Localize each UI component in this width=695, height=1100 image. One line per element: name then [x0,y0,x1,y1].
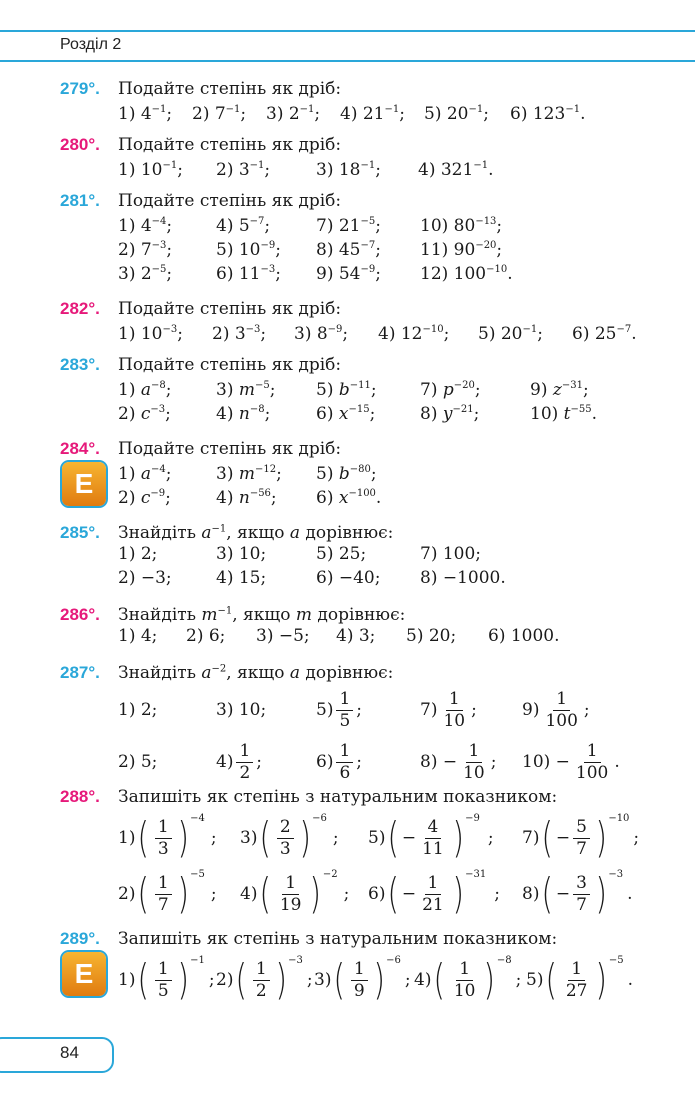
item: 1) ( 1 3 ) −4 ; [118,812,217,862]
item: 7) $p^{-20}$; [420,380,481,400]
exercise-title: Подайте степінь як дріб: [118,79,342,99]
item: 6) $11^{-3}$; [216,264,281,284]
exercise-title: Запишіть як степінь з натуральним показником: [118,929,558,949]
e-level-icon: E [62,462,106,506]
exercise-284 [60,436,680,510]
item: 1) 4; [118,626,158,646]
item: 7) ( − $\frac{5}{7}$ ) −10 ; [522,812,640,862]
exercise-282 [60,296,680,346]
item: 9) 1 100 ; [522,688,590,731]
item: 1) $10^{-3}$; [118,324,183,344]
page-number-box [0,1037,114,1073]
item: 3) −5; [256,626,310,646]
item: 10) $t^{-55}$. [530,404,598,424]
exercise-number: 289°. [60,929,100,948]
exercise-number: 285°. [60,522,100,542]
item: 4) $321^{-1}$. [418,160,494,180]
item: 5) $b^{-80}$; [316,464,377,484]
item: 3) $18^{-1}$; [316,160,381,180]
item: 1) $a^{-8}$; [118,380,172,400]
item: 2) 5; [118,752,158,772]
exercise-279 [60,76,680,126]
exercise-number: 287°. [60,662,100,682]
item: 4) $n^{-8}$; [216,404,271,424]
item: 6) $123^{-1}$. [510,104,586,124]
item: 3) $m^{-12}$; [216,464,282,484]
item: 2) $3^{-1}$; [216,160,271,180]
item: 9) $z^{-31}$; [530,380,589,400]
item: 8) $y^{-21}$; [420,404,480,424]
item: 1) $4^{-4}$; [118,216,173,236]
header-line-bottom [0,60,695,62]
exercise-title: Подайте степінь як дріб: [118,135,342,155]
item: 3) 10; [216,700,267,720]
exercise-title: Знайдіть $a^{-2}$, якщо a дорівнює: [118,662,394,683]
item: 4) ( 1 19 ) −2 ; [240,868,350,918]
item: 4) 3; [336,626,376,646]
item: 2) $c^{-9}$; [118,488,171,508]
item: 4) $21^{-1}$; [340,104,405,124]
exercise-281 [60,188,680,286]
item: 2) ( 1 2 ) −3 ; [216,954,313,1004]
item: 3) ( 2 3 ) −6 ; [240,812,339,862]
exercise-286 [60,598,680,648]
item: 7) 100; [420,544,482,564]
item: 10) − $\frac{1}{100}$ . [522,740,620,783]
item: 5) $20^{-1}$; [424,104,489,124]
item: 2) $c^{-3}$; [118,404,171,424]
item: 2) −3; [118,568,172,588]
item: 12) $100^{-10}$. [420,264,513,284]
exercise-number: 288°. [60,787,100,806]
item: 3) $m^{-5}$; [216,380,276,400]
exercise-285 [60,516,680,590]
exercise-title: Знайдіть $m^{-1}$, якщо m дорівнює: [118,604,406,625]
item: 7) 1 10 ; [420,688,477,731]
item: 1) 2; [118,700,158,720]
item: 5) ( − $\frac{4}{11}$ ) −9 ; [368,812,494,862]
exercise-number: 283°. [60,355,100,374]
e-level-icon: E [62,952,106,996]
exercise-283 [60,352,680,426]
item: 4) 1 2 ; [216,740,263,783]
item: 6) −40; [316,568,381,588]
item: 6) ( − $\frac{1}{21}$ ) −31 ; [368,868,500,918]
item: 5) $10^{-9}$; [216,240,281,260]
item: 1) 2; [118,544,158,564]
item: 5) ( 1 27 ) −5 . [526,954,634,1004]
exercise-number: 284°. [60,439,100,458]
exercise-number: 280°. [60,135,100,154]
item: 6) $25^{-7}$. [572,324,637,344]
item: 7) $21^{-5}$; [316,216,381,236]
item: 11) $90^{-20}$; [420,240,503,260]
item: 2) 6; [186,626,226,646]
item: 6) $x^{-15}$; [316,404,376,424]
item: 5) $20^{-1}$; [478,324,543,344]
item: 8) $45^{-7}$; [316,240,381,260]
exercise-number: 282°. [60,299,100,318]
item: 5) 20; [406,626,457,646]
item: 1) ( 1 5 ) −1 ; [118,954,215,1004]
item: 4) $5^{-7}$; [216,216,271,236]
exercise-number: 279°. [60,79,100,98]
item: 3) $2^{-1}$; [266,104,321,124]
item: 3) $2^{-5}$; [118,264,173,284]
item: 6) 1 6 ; [316,740,363,783]
item: 8) −1000. [420,568,506,588]
item: 2) $3^{-3}$; [212,324,267,344]
item: 4) $n^{-56}$; [216,488,277,508]
item: 1) $4^{-1}$; [118,104,173,124]
exercise-number: 281°. [60,191,100,210]
item: 8) ( − $\frac{3}{7}$ ) −3 . [522,868,633,918]
item: 3) 10; [216,544,267,564]
item: 2) $7^{-3}$; [118,240,173,260]
exercise-280 [60,132,680,182]
item: 6) 1000. [488,626,560,646]
item: 4) 15; [216,568,267,588]
item: 4) $12^{-10}$; [378,324,450,344]
item: 5) 25; [316,544,367,564]
item: 6) $x^{-100}$. [316,488,382,508]
page-number: 84 [60,1043,79,1062]
exercise-287 [60,656,680,788]
header-line-top [0,30,695,32]
exercise-288 [60,784,680,920]
item: 3) $8^{-9}$; [294,324,349,344]
item: 1) $a^{-4}$; [118,464,172,484]
exercise-title: Подайте степінь як дріб: [118,299,342,319]
item: 2) $7^{-1}$; [192,104,247,124]
item: 8) − $\frac{1}{10}$ ; [420,740,497,783]
exercise-289 [60,926,680,1006]
exercise-title: Знайдіть $a^{-1}$, якщо a дорівнює: [118,522,394,543]
exercise-title: Запишіть як степінь з натуральним показником: [118,787,558,807]
item: 1) $10^{-1}$; [118,160,183,180]
item: 4) ( 1 10 ) −8 ; [414,954,522,1004]
item: 2) ( 1 7 ) −5 ; [118,868,217,918]
item: 5) $b^{-11}$; [316,380,377,400]
item: 10) $80^{-13}$; [420,216,503,236]
exercise-number: 286°. [60,604,100,624]
item: 5) 1 5 ; [316,688,363,731]
item: 9) $54^{-9}$; [316,264,381,284]
section-label: Розділ 2 [60,36,122,53]
exercise-title: Подайте степінь як дріб: [118,355,342,375]
exercise-title: Подайте степінь як дріб: [118,439,342,459]
exercise-title: Подайте степінь як дріб: [118,191,342,211]
item: 3) ( 1 9 ) −6 ; [314,954,411,1004]
